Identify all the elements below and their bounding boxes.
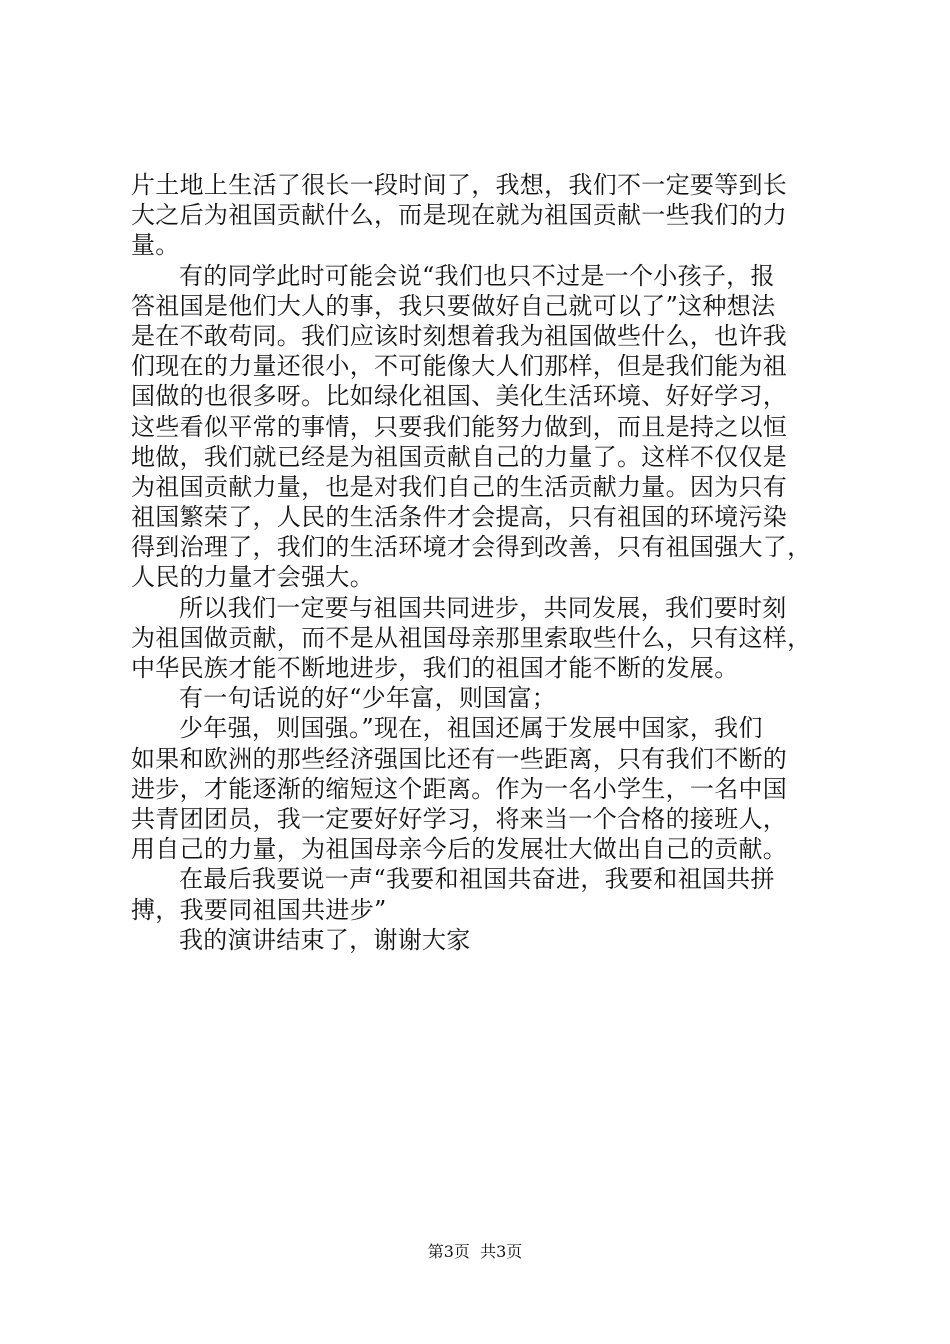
- text-line: 地做，我们就已经是为祖国贡献自己的力量了。这样不仅仅是: [131, 442, 788, 471]
- paragraph-start-line: 在最后我要说一声“我要和祖国共奋进，我要和祖国共拼: [179, 865, 775, 894]
- text-line: 为祖国贡献力量，也是对我们自己的生活贡献力量。因为只有: [131, 472, 788, 501]
- text-line: 得到治理了，我们的生活环境才会得到改善，只有祖国强大了，: [131, 533, 812, 562]
- text-line: 是在不敢苟同。我们应该时刻想着我为祖国做些什么，也许我: [131, 321, 788, 350]
- paragraph-start-line: 少年强，则国强。”现在，祖国还属于发展中国家，我们: [179, 714, 763, 743]
- text-line: 们现在的力量还很小，不可能像大人们那样，但是我们能为祖: [131, 352, 788, 381]
- text-line: 这些看似平常的事情，只要我们能努力做到，而且是持之以恒: [131, 412, 788, 441]
- text-line: 共青团团员，我一定要好好学习，将来当一个合格的接班人，: [131, 804, 788, 833]
- text-line: 用自己的力量，为祖国母亲今后的发展壮大做出自己的贡献。: [131, 835, 788, 864]
- paragraph-start-line: 有一句话说的好“少年富，则国富；: [179, 684, 557, 713]
- page-number: 第3页 共3页: [427, 1242, 523, 1261]
- text-line: 进步，才能逐渐的缩短这个距离。作为一名小学生，一名中国: [131, 774, 788, 803]
- text-line: 祖国繁荣了，人民的生活条件才会提高，只有祖国的环境污染: [131, 503, 788, 532]
- text-line: 国做的也很多呀。比如绿化祖国、美化生活环境、好好学习，: [131, 382, 788, 411]
- paragraph-start-line: 我的演讲结束了，谢谢大家: [179, 925, 471, 954]
- page-footer: [0, 1242, 950, 1262]
- paragraph-start-line: 所以我们一定要与祖国共同进步，共同发展，我们要时刻: [179, 593, 787, 622]
- text-line: 搏，我要同祖国共进步”: [131, 895, 387, 924]
- text-line: 如果和欧洲的那些经济强国比还有一些距离，只有我们不断的: [131, 744, 788, 773]
- text-line: 大之后为祖国贡献什么，而是现在就为祖国贡献一些我们的力: [131, 201, 788, 230]
- text-line: 量。: [131, 231, 180, 260]
- text-line: 片土地上生活了很长一段时间了，我想，我们不一定要等到长: [131, 171, 788, 199]
- paragraph-start-line: 有的同学此时可能会说“我们也只不过是一个小孩子，报: [179, 261, 775, 290]
- text-line: 人民的力量才会强大。: [131, 563, 374, 592]
- text-line: 答祖国是他们大人的事，我只要做好自己就可以了”这种想法: [131, 291, 776, 320]
- document-body: [131, 170, 831, 955]
- text-line: 为祖国做贡献，而不是从祖国母亲那里索取些什么，只有这样，: [131, 623, 812, 652]
- text-line: 中华民族才能不断地进步，我们的祖国才能不断的发展。: [131, 654, 739, 682]
